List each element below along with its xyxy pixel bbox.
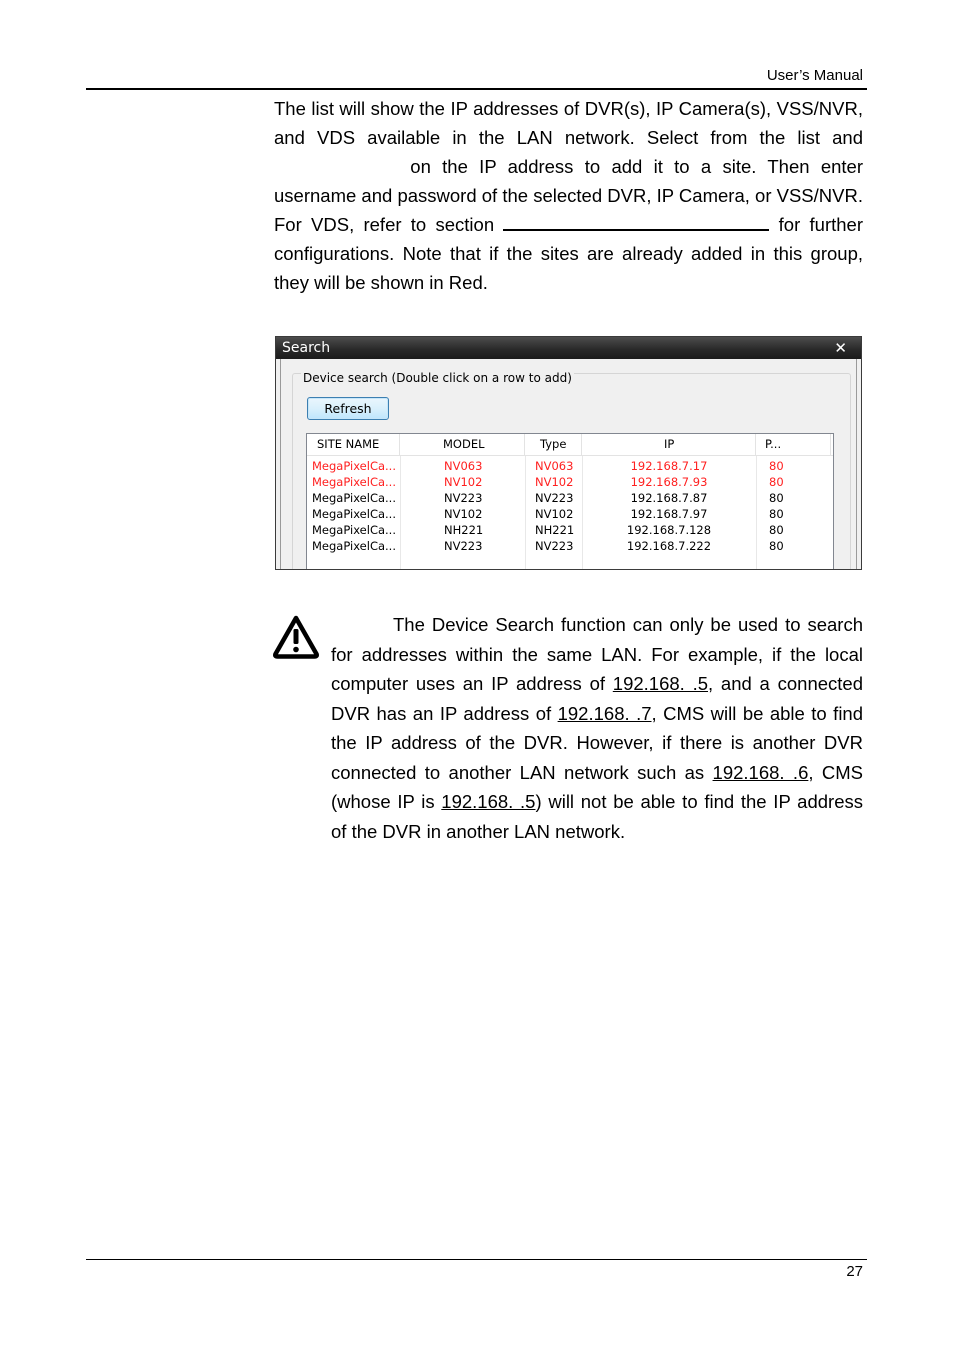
cell-model: NH221 [444,523,484,537]
table-header [307,434,833,456]
dialog-titlebar [276,337,861,359]
footer-rule [86,1259,867,1260]
cell-ip: 192.168.7.93 [630,475,708,489]
manual-header-title: User’s Manual [766,67,863,84]
dialog-title: Search [282,340,331,356]
refresh-button[interactable]: Refresh [307,397,389,420]
cell-ip: 192.168.7.128 [626,523,712,537]
cell-port: 80 [769,507,784,521]
table-row[interactable] [307,522,833,538]
cell-ip: 192.168.7.97 [630,507,708,521]
cell-type: NV223 [535,491,574,505]
table-row[interactable] [307,538,833,554]
close-icon[interactable]: ✕ [834,339,847,357]
cell-site-name: MegaPixelCa... [312,475,396,489]
note-ip-3: 192.168. .6 [712,761,809,783]
column-header-type[interactable]: Type [525,434,582,455]
intro-text-1: The list will show the IP addresses of DVR(s), IP Camera(s), VSS/NVR, and VDS available in the LAN network. Select from the list and [274,98,863,148]
cell-site-name: MegaPixelCa... [312,539,396,553]
cell-model: NV102 [444,507,483,521]
cell-port: 80 [769,523,784,537]
intro-text-3: for further configurations. Note that if the sites are already added in this group, they will be shown in Red. [274,214,864,293]
page-number: 27 [846,1263,863,1280]
cell-port: 80 [769,491,784,505]
cell-ip: 192.168.7.222 [626,539,712,553]
dialog-body [280,359,857,569]
cell-type: NV223 [535,539,574,553]
section-reference-link[interactable] [503,213,769,231]
cell-type: NV063 [535,459,574,473]
cell-port: 80 [769,539,784,553]
device-list-table[interactable] [306,433,834,570]
cell-model: NV102 [444,475,483,489]
table-row[interactable] [307,474,833,490]
cell-model: NV223 [444,539,483,553]
search-dialog [275,336,862,570]
header-rule [86,88,867,90]
intro-text-2: on the IP address to add it to a site. Then enter username and password of the selected DVR, IP Camera, or VSS/NVR. For VDS, refer to section [274,156,863,235]
column-header-site-name[interactable]: SITE NAME [307,434,400,455]
table-row[interactable] [307,458,833,474]
cell-site-name: MegaPixelCa... [312,459,396,473]
cell-port: 80 [769,459,784,473]
cell-site-name: MegaPixelCa... [312,507,396,521]
column-header-port[interactable]: P... [756,434,831,455]
cell-type: NV102 [535,475,574,489]
note-ip-1: 192.168. .5 [612,673,709,694]
note-text-4: , CMS (whose IP is [331,761,863,812]
device-search-group-label: Device search (Double click on a row to add) [303,371,572,385]
caution-triangle-icon [272,614,320,660]
column-header-ip[interactable]: IP [582,434,756,455]
note-ip-2: 192.168. .7 [557,702,652,724]
table-row[interactable] [307,506,833,522]
cell-site-name: MegaPixelCa... [312,523,396,537]
column-header-model[interactable]: MODEL [400,434,525,455]
cell-model: NV223 [444,491,483,505]
note-text-2: , and a connected DVR has an IP address of [331,673,863,724]
table-rows [307,456,833,554]
cell-model: NV063 [444,459,483,473]
note-text-5: ) will not be able to find the IP address of the DVR in another LAN network. [331,791,863,842]
cell-site-name: MegaPixelCa... [312,491,396,505]
table-row[interactable] [307,490,833,506]
cell-ip: 192.168.7.17 [630,459,708,473]
note-text-3: , CMS will be able to find the IP address of the DVR. However, if there is another DVR connected to another LAN network such as [331,702,864,783]
cell-ip: 192.168.7.87 [630,491,708,505]
cell-type: NV102 [535,507,574,521]
intro-paragraph [274,94,863,297]
note-text-1: The Device Search function can only be used to search for addresses within the same LAN. For example, if the local computer uses an IP address of [331,614,863,694]
note-ip-4: 192.168. .5 [441,791,536,812]
cell-port: 80 [769,475,784,489]
caution-note [331,610,863,846]
cell-type: NH221 [535,523,575,537]
